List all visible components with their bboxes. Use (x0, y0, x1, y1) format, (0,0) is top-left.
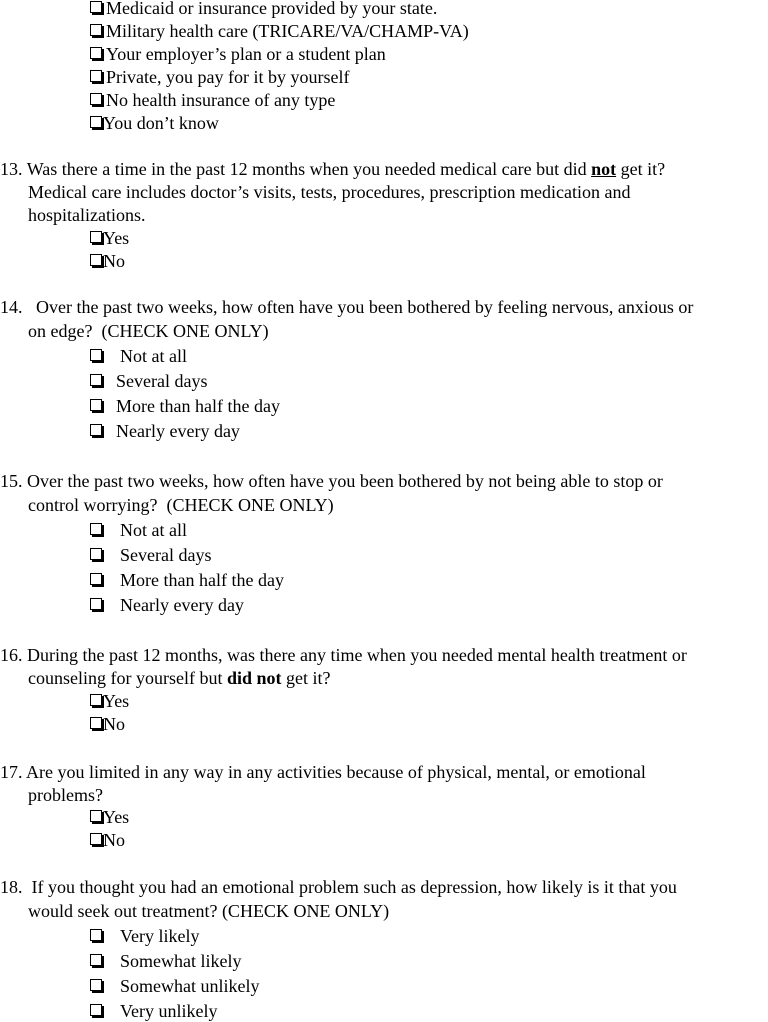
option-label: No (103, 714, 125, 734)
q13-question-line2: Medical care includes doctor’s visits, tests, procedures, prescription medication and (28, 182, 631, 202)
q14-option-nearly-every-day[interactable] (90, 420, 240, 442)
q13-question (0, 158, 665, 180)
q17-question (0, 761, 646, 783)
checkbox-icon[interactable] (90, 929, 102, 941)
question-text: Was there a time in the past 12 months when you needed medical care but did (26, 159, 592, 179)
option-label: Somewhat unlikely (120, 976, 260, 996)
q16-option-no[interactable] (90, 713, 125, 735)
option-label: Medicaid or insurance provided by your state. (106, 0, 438, 18)
q17-option-yes[interactable] (90, 806, 129, 828)
option-label: No (103, 830, 125, 850)
q12-option-medicaid[interactable] (90, 0, 437, 19)
question-number: 13. (0, 159, 23, 179)
question-number: 16. (0, 645, 23, 665)
checkbox-icon[interactable] (90, 954, 102, 966)
q16-question-line2 (28, 667, 330, 689)
checkbox-icon[interactable] (90, 374, 102, 386)
option-label: Yes (103, 807, 130, 827)
q15-question (0, 470, 663, 492)
checkbox-icon[interactable] (90, 70, 102, 82)
q12-option-private[interactable] (90, 66, 349, 88)
option-label: Military health care (TRICARE/VA/CHAMP-VA) (106, 21, 469, 41)
question-text: If you thought you had an emotional problem such as depression, how likely is it that you (31, 877, 677, 897)
q14-question (0, 296, 693, 318)
q18-option-very-unlikely[interactable] (90, 1000, 217, 1022)
option-label: Somewhat likely (120, 951, 242, 971)
question-text: Over the past two weeks, how often have you been bothered by feeling nervous, anxious or (36, 297, 694, 317)
question-text: get it? (616, 159, 666, 179)
q14-option-several-days[interactable] (90, 370, 207, 392)
q17-option-no[interactable] (90, 829, 125, 851)
q12-option-dont-know[interactable] (90, 112, 219, 134)
option-label: Very likely (120, 926, 200, 946)
q14-option-more-than-half[interactable] (90, 395, 280, 417)
checkbox-icon[interactable] (90, 254, 102, 266)
q15-question-line2: control worrying? (CHECK ONE ONLY) (28, 495, 334, 515)
option-label: No (103, 251, 125, 271)
q12-option-military[interactable] (90, 20, 469, 42)
option-label: Yes (103, 228, 130, 248)
q15-option-several-days[interactable] (90, 544, 211, 566)
q13-option-no[interactable] (90, 250, 125, 272)
checkbox-icon[interactable] (90, 24, 102, 36)
q14-option-not-at-all[interactable] (90, 345, 187, 367)
option-label: Private, you pay for it by yourself (106, 67, 350, 87)
question-text: get it? (281, 668, 331, 688)
q13-option-yes[interactable] (90, 227, 129, 249)
q16-question (0, 644, 687, 666)
q15-option-more-than-half[interactable] (90, 569, 284, 591)
option-label: Not at all (120, 520, 187, 540)
q13-question-line3: hospitalizations. (28, 205, 146, 225)
question-number: 18. (0, 877, 23, 897)
q12-option-employer[interactable] (90, 43, 386, 65)
q18-question-line2: would seek out treatment? (CHECK ONE ONLY) (28, 901, 390, 921)
checkbox-icon[interactable] (90, 47, 102, 59)
checkbox-icon[interactable] (90, 573, 102, 585)
checkbox-icon[interactable] (90, 810, 102, 822)
checkbox-icon[interactable] (90, 399, 102, 411)
q14-question-line2: on edge? (CHECK ONE ONLY) (28, 321, 269, 341)
q16-option-yes[interactable] (90, 690, 129, 712)
checkbox-icon[interactable] (90, 979, 102, 991)
option-label: Yes (103, 691, 130, 711)
checkbox-icon[interactable] (90, 694, 102, 706)
question-number: 17. (0, 762, 23, 782)
q12-option-none[interactable] (90, 89, 335, 111)
option-label: Several days (116, 371, 208, 391)
q15-option-not-at-all[interactable] (90, 519, 187, 541)
option-label: You don’t know (103, 113, 219, 133)
q17-question-line2: problems? (28, 785, 103, 805)
question-number: 14. (0, 297, 23, 317)
option-label: More than half the day (116, 396, 280, 416)
checkbox-icon[interactable] (90, 1, 102, 13)
checkbox-icon[interactable] (90, 424, 102, 436)
checkbox-icon[interactable] (90, 1004, 102, 1016)
checkbox-icon[interactable] (90, 231, 102, 243)
checkbox-icon[interactable] (90, 349, 102, 361)
question-number: 15. (0, 471, 23, 491)
option-label: Your employer’s plan or a student plan (106, 44, 386, 64)
question-emphasis: not (591, 159, 617, 179)
q18-question (0, 876, 677, 898)
option-label: Very unlikely (120, 1001, 218, 1021)
q18-option-somewhat-likely[interactable] (90, 950, 241, 972)
checkbox-icon[interactable] (90, 717, 102, 729)
option-label: Nearly every day (116, 421, 240, 441)
option-label: No health insurance of any type (106, 90, 336, 110)
question-text: Over the past two weeks, how often have you been bothered by not being able to stop or (27, 471, 663, 491)
checkbox-icon[interactable] (90, 523, 102, 535)
option-label: Several days (120, 545, 212, 565)
option-label: More than half the day (120, 570, 284, 590)
q15-option-nearly-every-day[interactable] (90, 594, 244, 616)
q18-option-somewhat-unlikely[interactable] (90, 975, 259, 997)
checkbox-icon[interactable] (90, 116, 102, 128)
checkbox-icon[interactable] (90, 833, 102, 845)
question-text: During the past 12 months, was there any time when you needed mental health treatment or (27, 645, 687, 665)
question-emphasis: did not (226, 668, 282, 688)
option-label: Not at all (120, 346, 187, 366)
question-text: Are you limited in any way in any activities because of physical, mental, or emotional (26, 762, 646, 782)
checkbox-icon[interactable] (90, 93, 102, 105)
option-label: Nearly every day (120, 595, 244, 615)
q18-option-very-likely[interactable] (90, 925, 199, 947)
checkbox-icon[interactable] (90, 598, 102, 610)
checkbox-icon[interactable] (90, 548, 102, 560)
question-text: counseling for yourself but (28, 668, 227, 688)
